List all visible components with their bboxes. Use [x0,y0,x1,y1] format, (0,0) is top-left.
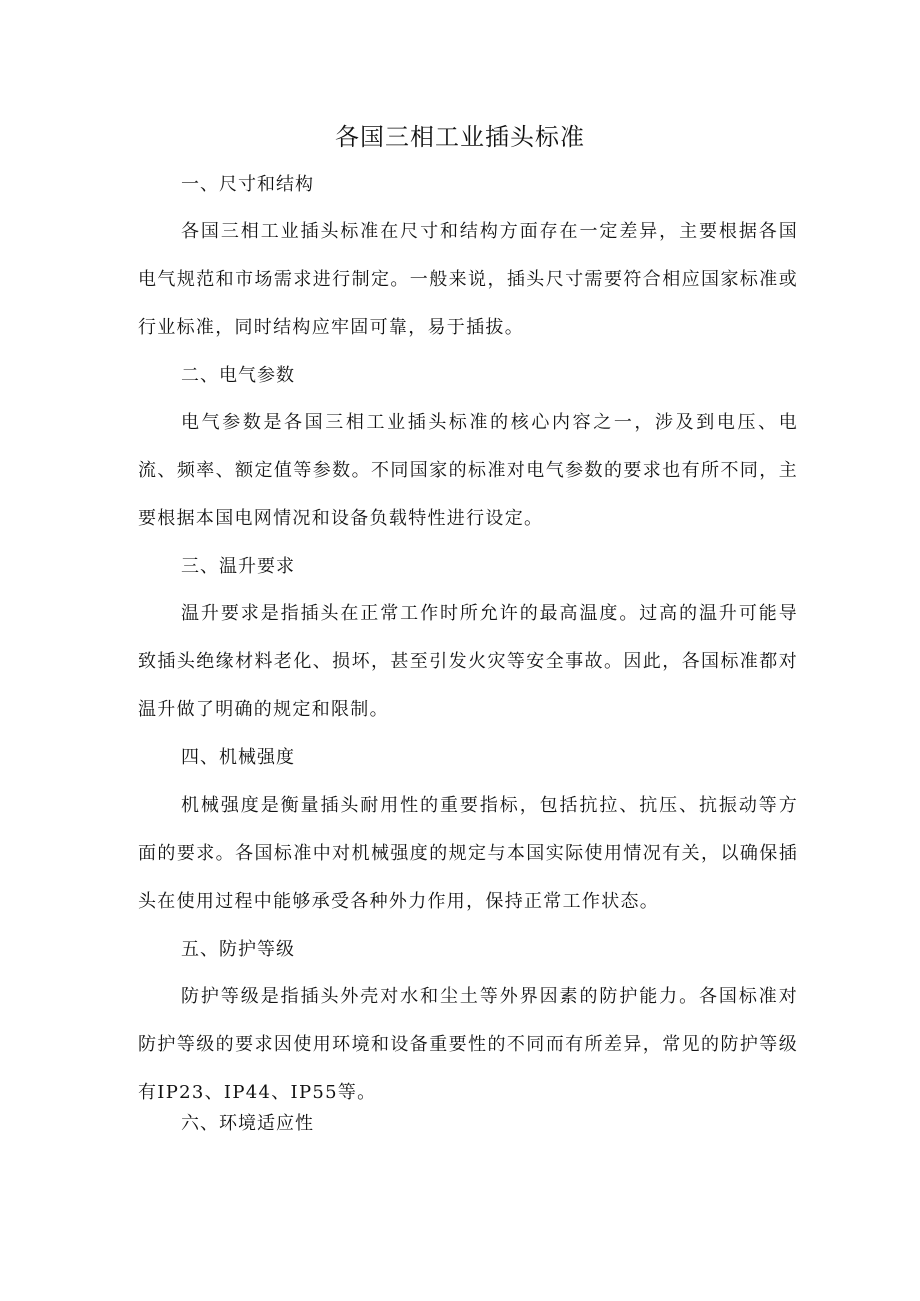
section-body-electrical-parameters: 电气参数是各国三相工业插头标准的核心内容之一，涉及到电压、电流、频率、额定值等参数。不同国家的标准对电气参数的要求也有所不同，主要根据本国电网情况和设备负载特性进行设定。 [138,412,798,529]
section-heading-size-structure: 一、尺寸和结构 [181,174,314,195]
section-heading-environmental-adaptability: 六、环境适应性 [181,1113,314,1134]
section-heading-temperature-rise: 三、温升要求 [181,556,295,577]
section-body-temperature-rise: 温升要求是指插头在正常工作时所允许的最高温度。过高的温升可能导致插头绝缘材料老化、损坏，甚至引发火灾等安全事故。因此，各国标准都对温升做了明确的规定和限制。 [138,603,798,720]
section-heading-electrical-parameters: 二、电气参数 [181,365,295,386]
section-heading-protection-rating: 五、防护等级 [181,939,295,960]
section-body-mechanical-strength: 机械强度是衡量插头耐用性的重要指标，包括抗拉、抗压、抗振动等方面的要求。各国标准中对机械强度的规定与本国实际使用情况有关，以确保插头在使用过程中能够承受各种外力作用，保持正常工作状态。 [138,795,798,912]
section-body-protection-rating: 防护等级是指插头外壳对水和尘土等外界因素的防护能力。各国标准对防护等级的要求因使用环境和设备重要性的不同而有所差异，常见的防护等级有IP23、IP44、IP55等。 [138,986,798,1103]
section-heading-mechanical-strength: 四、机械强度 [181,747,295,768]
document-title: 各国三相工业插头标准 [335,123,585,151]
section-body-size-structure: 各国三相工业插头标准在尺寸和结构方面存在一定差异，主要根据各国电气规范和市场需求进行制定。一般来说，插头尺寸需要符合相应国家标准或行业标准，同时结构应牢固可靠，易于插拔。 [138,221,798,338]
